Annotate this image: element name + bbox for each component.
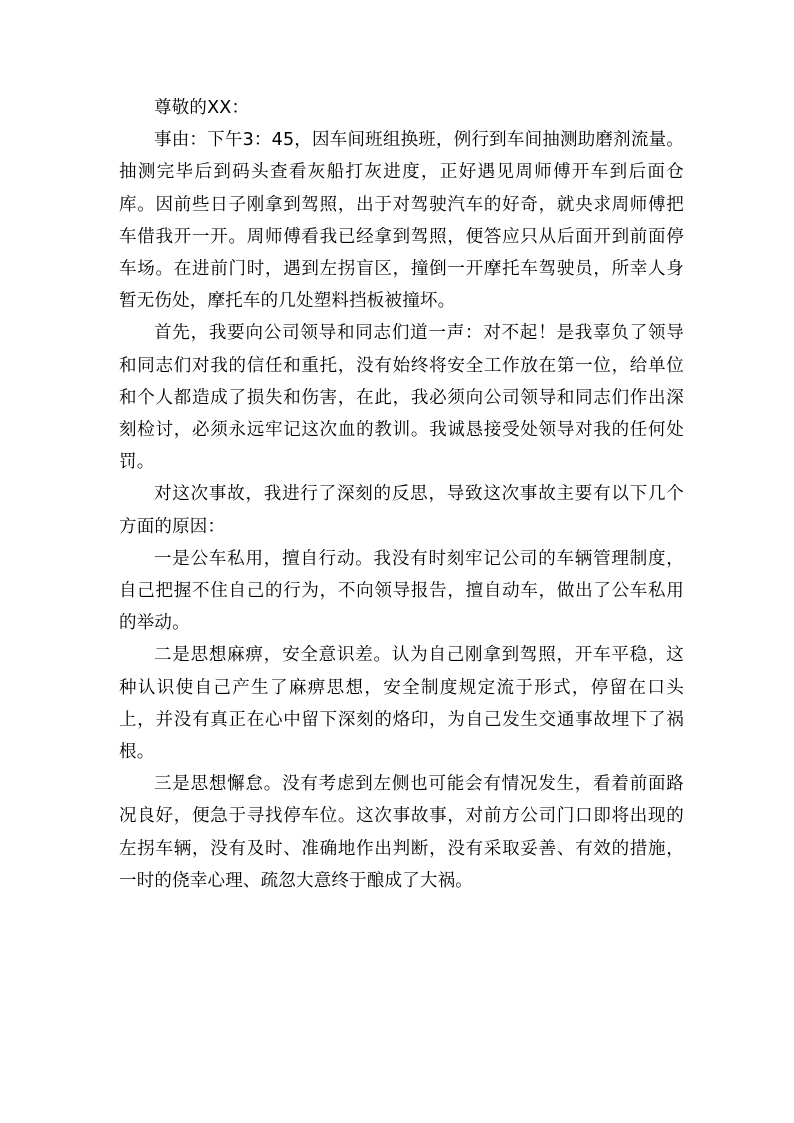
paragraph-reflection-intro: 对这次事故，我进行了深刻的反思，导致这次事故主要有以下几个方面的原因： <box>119 484 684 537</box>
salutation: 尊敬的XX： <box>154 98 250 118</box>
paragraph-reason-2: 二是思想麻痹，安全意识差。认为自己刚拿到驾照，开车平稳，这种认识使自己产生了麻痹思想，安全制度规定流于形式，停留在口头上，并没有真正在心中留下深刻的烙印，为自己发生交通事故埋下了祸根。 <box>119 645 684 763</box>
document-page <box>119 92 684 897</box>
paragraph-reason-1: 一是公车私用，擅自行动。我没有时刻牢记公司的车辆管理制度，自己把握不住自己的行为，不向领导报告，擅自动车，做出了公车私用的举动。 <box>119 548 684 634</box>
paragraph-apology: 首先，我要向公司领导和同志们道一声：对不起！是我辜负了领导和同志们对我的信任和重托，没有始终将安全工作放在第一位，给单位和个人都造成了损失和伤害，在此，我必须向公司领导和同志们作出深刻检讨，必须永远牢记这次血的教训。我诚恳接受处领导对我的任何处罚。 <box>119 323 684 473</box>
paragraph-reason-3: 三是思想懈怠。没有考虑到左侧也可能会有情况发生，看着前面路况良好，便急于寻找停车位。这次事故事，对前方公司门口即将出现的左拐车辆，没有及时、准确地作出判断，没有采取妥善、有效的措施，一时的侥幸心理、疏忽大意终于酿成了大祸。 <box>119 774 684 891</box>
paragraph-incident: 事由：下午3：45，因车间班组换班，例行到车间抽测助磨剂流量。抽测完毕后到码头查看灰船打灰进度，正好遇见周师傅开车到后面仓库。因前些日子刚拿到驾照，出于对驾驶汽车的好奇，就央求周师傅把车借我开一开。周师傅看我已经拿到驾照，便答应只从后面开到前面停车场。在进前门时，遇到左拐盲区，撞倒一开摩托车驾驶员，所幸人身暂无伤处，摩托车的几处塑料挡板被撞坏。 <box>119 130 684 312</box>
